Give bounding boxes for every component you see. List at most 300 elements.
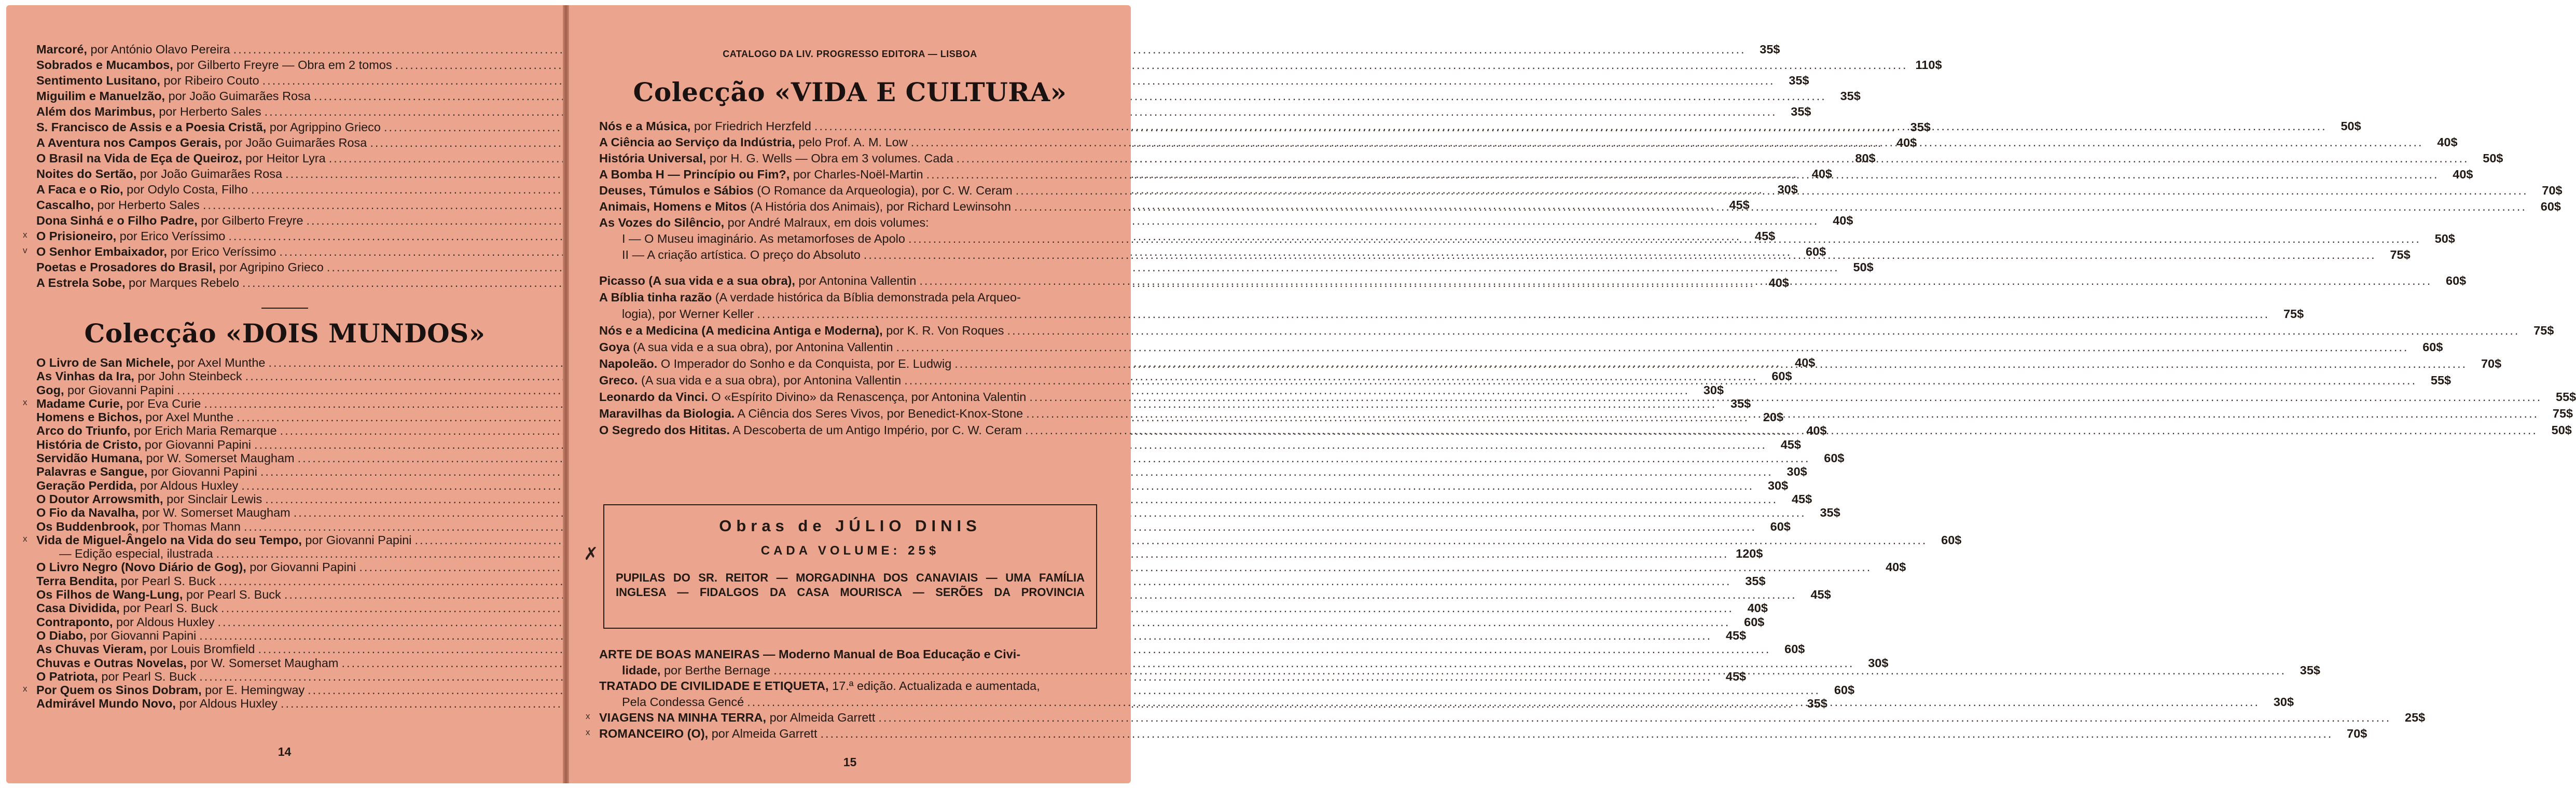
- entry-price: 45$: [1725, 669, 1747, 683]
- entry-author: por Friedrich Herzfeld: [690, 119, 811, 133]
- dot-leader: [904, 372, 2417, 389]
- entry-author: por Giovanni Papini: [246, 560, 356, 574]
- entry-author: por Marques Rebelo: [125, 276, 239, 289]
- entry-author: por Giovanni Papini: [86, 628, 197, 642]
- entry-price: 75$: [2552, 407, 2573, 420]
- entry-price: 40$: [1811, 167, 1832, 181]
- dot-leader: [820, 726, 2333, 742]
- entry-price: 40$: [1896, 136, 1917, 149]
- dot-leader: [864, 247, 2376, 263]
- entry-title: Terra Bendita,: [36, 574, 118, 588]
- entry-title: O Doutor Arrowsmith,: [36, 492, 163, 506]
- entry-price: 40$: [1747, 601, 1768, 615]
- entry-text: [36, 574, 216, 588]
- entry-author: por Almeida Garrett: [708, 726, 818, 740]
- entry-title: Miguilim e Manuelzão,: [36, 89, 165, 103]
- entry-title: A Ciência ao Serviço da Indústria,: [599, 135, 795, 149]
- entry-title: Os Buddenbrook,: [36, 519, 139, 533]
- entry-text: [36, 104, 261, 119]
- entry-text: [36, 629, 196, 642]
- entry-text: [599, 231, 905, 247]
- entry-title: Geração Perdida,: [36, 478, 137, 492]
- entry-price: 70$: [2347, 726, 2367, 740]
- entry-price: 45$: [1791, 492, 1812, 506]
- entry-price: 35$: [1791, 105, 1811, 118]
- entry-price: 30$: [1767, 478, 1789, 492]
- dot-leader: [878, 710, 2391, 726]
- entry-price: 30$: [1786, 465, 1807, 479]
- entry-title: Chuvas e Outras Novelas,: [36, 656, 187, 670]
- entry-title: Vida de Miguel-Ângelo na Vida do seu Tempo,: [36, 533, 302, 547]
- entry-price: 40$: [1886, 560, 1906, 574]
- entry-text: [599, 272, 916, 289]
- entry-price: 40$: [1833, 214, 1853, 227]
- entry-text: [36, 506, 290, 519]
- entry-author: por Pearl S. Buck: [117, 574, 216, 588]
- entry-title: Napoleão.: [599, 357, 658, 370]
- dot-leader: [926, 167, 2439, 183]
- entry-author: logia), por Werner Keller: [622, 307, 754, 321]
- entry-price: 70$: [2542, 184, 2563, 197]
- entry-author: por Aldous Huxley: [113, 615, 215, 629]
- entry-text: [599, 372, 901, 389]
- entry-author: por Aldous Huxley: [175, 697, 278, 711]
- entry-title: Cascalho,: [36, 198, 94, 212]
- catalog-entry: [599, 215, 1097, 231]
- entry-title: Deuses, Túmulos e Sábios: [599, 184, 754, 197]
- entry-author: por André Malraux, em dois volumes:: [724, 216, 929, 229]
- entry-text: [36, 697, 278, 710]
- entry-author: por K. R. Von Roques: [882, 324, 1004, 337]
- box-titles-line-2: INGLESA — FIDALGOS DA CASA MOURISCA — SERÕES DA PROVINCIA: [616, 586, 1085, 599]
- entry-author: (A História dos Animais), por Richard Lewinsohn: [746, 200, 1012, 213]
- catalog-entry: [36, 601, 1768, 615]
- entry-author: por Giovanni Papini: [147, 465, 257, 479]
- handwritten-tick-mark: v: [23, 245, 27, 255]
- entry-text: [599, 167, 923, 183]
- entry-text: [36, 424, 277, 437]
- dot-leader: [814, 118, 2327, 134]
- entry-author: I — O Museu imaginário. As metamorfoses de Apolo: [622, 232, 905, 245]
- entry-title: História de Cristo,: [36, 437, 142, 451]
- entry-author: por W. Somerset Maugham: [143, 451, 295, 465]
- entry-title: Palavras e Sangue,: [36, 465, 148, 479]
- entry-author: por Louis Bromfield: [146, 642, 255, 656]
- entry-title: Arco do Triunfo,: [36, 424, 131, 438]
- entry-title: O Senhor Embaixador,: [36, 245, 168, 258]
- entry-text: [599, 646, 1020, 662]
- entry-author: Pela Condessa Gencé: [622, 695, 744, 709]
- entry-title: História Universal,: [599, 151, 707, 165]
- entry-title: O Prisioneiro,: [36, 229, 117, 243]
- entry-text: [599, 710, 875, 726]
- dot-leader: [957, 150, 2469, 167]
- entry-author: por Heitor Lyra: [242, 151, 326, 165]
- entry-author: por Ribeiro Couto: [160, 74, 259, 87]
- book-spine: [563, 5, 569, 783]
- entry-author: por Gilberto Freyre: [197, 214, 303, 227]
- entry-text: [36, 642, 255, 656]
- entry-author: por Thomas Mann: [139, 519, 241, 533]
- entry-price: 120$: [1736, 547, 1763, 561]
- entry-title: Homens e Bichos,: [36, 410, 142, 424]
- entry-price: 35$: [1730, 396, 1751, 410]
- entry-text: [599, 726, 817, 742]
- entry-text: [599, 150, 953, 167]
- entry-author: por Berthe Bernage: [660, 663, 771, 677]
- entry-price: 45$: [1725, 628, 1747, 642]
- entry-author: (A sua vida e a sua obra), por Antonina Vallentin: [629, 340, 893, 354]
- entry-title: Marcoré,: [36, 43, 87, 56]
- dot-leader: [954, 355, 2467, 372]
- entry-title: O Brasil na Vida de Eça de Queiroz,: [36, 151, 242, 165]
- entry-author: por W. Somerset Maugham: [186, 656, 339, 670]
- entry-price: 35$: [1745, 574, 1766, 588]
- entry-price: 60$: [1771, 369, 1792, 383]
- entry-price: 60$: [1784, 642, 1805, 656]
- entry-price: 60$: [1941, 533, 1962, 547]
- entry-author: por Giovanni Papini: [301, 533, 412, 547]
- entry-text: [36, 601, 218, 615]
- entry-author: por Herberto Sales: [155, 105, 261, 118]
- entry-author: por Gilberto Freyre — Obra em 2 tomos: [173, 58, 392, 72]
- entry-price: 25$: [2405, 711, 2426, 724]
- catalog-entry: [36, 492, 1812, 506]
- entry-title: Sentimento Lusitano,: [36, 74, 160, 87]
- entry-price: 30$: [1868, 656, 1889, 670]
- entry-author: A Descoberta de um Antigo Império, por C. W. Ceram: [730, 423, 1022, 437]
- entry-price: 45$: [1755, 229, 1776, 243]
- entry-price: 40$: [2437, 135, 2458, 149]
- entry-text: [36, 57, 392, 73]
- entry-title: Poetas e Prosadores do Brasil,: [36, 260, 216, 274]
- entry-author: por Pearl S. Buck: [98, 669, 197, 683]
- handwritten-x-mark: ✗: [584, 544, 599, 564]
- catalog-entry: [599, 289, 1097, 306]
- entry-title: Animais, Homens e Mitos: [599, 200, 747, 213]
- entry-author: por Erich Maria Remarque: [130, 424, 277, 438]
- entry-text: [599, 405, 1023, 422]
- entry-text: [599, 678, 1040, 694]
- entry-price: 35$: [1789, 74, 1809, 87]
- entry-price: 35$: [2300, 663, 2320, 677]
- dot-leader: [908, 231, 2421, 247]
- entry-title: A Bomba H — Princípio ou Fim?,: [599, 168, 790, 181]
- entry-title: O Patriota,: [36, 669, 98, 683]
- entry-text: [599, 118, 811, 134]
- entry-text: [36, 369, 242, 383]
- entry-price: 20$: [1763, 410, 1783, 424]
- entry-author: por João Guimarães Rosa: [221, 136, 367, 149]
- entry-text: [36, 683, 304, 697]
- entry-text: [36, 656, 339, 670]
- entry-title: Admirável Mundo Novo,: [36, 697, 176, 711]
- entry-price: 30$: [1703, 383, 1724, 397]
- entry-price: 35$: [1760, 43, 1780, 56]
- publisher-header: CATALOGO DA LIV. PROGRESSO EDITORA — LISBOA: [723, 49, 977, 59]
- entry-price: 110$: [1915, 58, 1942, 72]
- entry-text: [36, 670, 196, 683]
- dot-leader: [747, 694, 2260, 710]
- entry-price: 60$: [1824, 451, 1845, 465]
- entry-text: [36, 588, 281, 601]
- entry-author: por John Steinbeck: [134, 369, 242, 383]
- catalog-entry: [599, 134, 2458, 150]
- catalog-entry: [36, 451, 1845, 465]
- entry-author: por Pearl S. Buck: [183, 588, 281, 602]
- catalog-entry: [36, 478, 1789, 492]
- entry-title: A Faca e o Rio,: [36, 183, 123, 196]
- entry-author: (A sua vida e a sua obra), por Antonina Vallentin: [638, 374, 902, 387]
- dot-leader: [919, 272, 2432, 289]
- entry-text: [36, 42, 230, 57]
- catalog-entry: [36, 259, 1874, 275]
- dot-leader: [773, 662, 2286, 679]
- entry-author: pelo Prof. A. M. Low: [795, 135, 908, 149]
- entry-title: Noites do Sertão,: [36, 167, 137, 181]
- page-number: 15: [843, 755, 857, 769]
- catalog-entry: [36, 437, 1801, 451]
- dot-leader: [1026, 405, 2539, 422]
- entry-title: Além dos Marimbus,: [36, 105, 156, 118]
- entry-text: [599, 389, 1026, 405]
- entry-text: [36, 520, 241, 533]
- dot-leader: [1016, 183, 2528, 199]
- entry-text: [599, 355, 951, 372]
- catalog-entry: [586, 726, 2367, 742]
- entry-price: 60$: [1770, 519, 1791, 533]
- entry-author: por Pearl S. Buck: [119, 601, 218, 615]
- handwritten-tick-mark: x: [23, 230, 27, 240]
- entry-price: 50$: [2551, 423, 2572, 437]
- entry-author: II — A criação artística. O preço do Absoluto: [622, 248, 861, 261]
- entry-title: A Bíblia tinha razão: [599, 291, 712, 304]
- entry-text: [599, 339, 893, 355]
- entry-text: [36, 397, 201, 410]
- entry-price: 35$: [1910, 120, 1931, 134]
- entry-text: [36, 197, 200, 213]
- entry-title: A Aventura nos Campos Gerais,: [36, 136, 221, 149]
- entry-author: por Charles-Noël-Martin: [790, 168, 923, 181]
- catalog-entry: [36, 104, 1811, 119]
- catalog-entry: [36, 73, 1809, 88]
- entry-title: As Chuvas Vieram,: [36, 642, 147, 656]
- entry-price: 35$: [1840, 89, 1861, 103]
- entry-author: por Odylo Costa, Filho: [123, 183, 248, 196]
- box-subtitle: CADA VOLUME: 25$: [760, 544, 940, 558]
- entry-text: [36, 135, 367, 150]
- dot-leader: [911, 134, 2423, 150]
- entry-title: ROMANCEIRO (O),: [599, 726, 709, 740]
- entry-text: [36, 547, 213, 560]
- entry-text: [599, 662, 770, 679]
- entry-text: [36, 88, 311, 104]
- entry-text: [599, 247, 861, 263]
- entry-title: VIAGENS NA MINHA TERRA,: [599, 711, 767, 724]
- entry-author: por Sinclair Lewis: [163, 492, 262, 506]
- entry-price: 50$: [2483, 151, 2503, 165]
- entry-author: por H. G. Wells — Obra em 3 volumes. Cada: [706, 151, 953, 165]
- entry-author: por W. Somerset Maugham: [139, 506, 290, 520]
- entry-title: ARTE DE BOAS MANEIRAS — Moderno Manual de Boa Educação e Civi-: [599, 647, 1021, 661]
- entry-title: lidade,: [622, 663, 661, 677]
- entry-price: 45$: [1810, 588, 1831, 602]
- entry-text: [36, 166, 282, 182]
- entry-author: por E. Hemingway: [201, 683, 305, 697]
- dot-leader: [1007, 322, 2520, 339]
- entry-price: 40$: [1806, 424, 1827, 438]
- catalog-entry: [36, 465, 1807, 479]
- entry-text: [36, 410, 233, 424]
- entry-author: O «Espírito Divino» da Renascença, por Antonina Valentin: [708, 390, 1027, 404]
- entry-author: — Edição especial, ilustrada: [59, 547, 213, 561]
- entry-text: [36, 213, 303, 228]
- entry-price: 60$: [2422, 340, 2443, 354]
- entry-author: por Aldous Huxley: [136, 478, 239, 492]
- entry-price: 75$: [2283, 307, 2304, 321]
- entry-text: [599, 183, 1013, 199]
- catalog-entry: [36, 57, 1942, 73]
- entry-author: por Almeida Garrett: [766, 711, 876, 724]
- entry-text: [36, 182, 248, 197]
- entry-price: 60$: [1744, 615, 1765, 629]
- entry-author: por Axel Munthe: [142, 410, 234, 424]
- entry-price: 30$: [1777, 183, 1798, 196]
- entry-title: Dona Sinhá e o Filho Padre,: [36, 214, 198, 227]
- entry-price: 60$: [2446, 274, 2467, 287]
- dot-leader: [757, 306, 2269, 322]
- entry-title: O Diabo,: [36, 628, 87, 642]
- section-divider: [261, 308, 308, 309]
- entry-title: Os Filhos de Wang-Lung,: [36, 588, 183, 602]
- catalog-entry: [36, 560, 1906, 574]
- entry-text: [36, 492, 262, 506]
- dot-leader: [1029, 389, 2542, 405]
- catalog-entry: [23, 533, 1962, 547]
- entry-text: [36, 465, 257, 478]
- entry-text: [36, 150, 326, 166]
- catalog-entry: [599, 306, 2304, 322]
- entry-text: [36, 533, 412, 547]
- entry-title: As Vinhas da Ira,: [36, 369, 134, 383]
- catalog-entry: [36, 506, 1840, 520]
- entry-text: [36, 560, 356, 574]
- entry-text: [36, 259, 324, 275]
- entry-title: Greco.: [599, 374, 638, 387]
- entry-text: [36, 356, 265, 369]
- entry-price: 45$: [1729, 198, 1750, 212]
- entry-price: 40$: [1768, 276, 1789, 289]
- entry-author: por Giovanni Papini: [64, 383, 174, 397]
- entry-text: [599, 322, 1004, 339]
- entry-price: 80$: [1855, 151, 1876, 165]
- entry-author: por João Guimarães Rosa: [165, 89, 311, 103]
- entry-title: Goya: [599, 340, 630, 354]
- dot-leader: [896, 339, 2409, 355]
- entry-price: 35$: [1807, 697, 1827, 711]
- entry-author: por Herberto Sales: [94, 198, 200, 212]
- entry-text: [36, 615, 214, 629]
- entry-author: por Antonina Vallentin: [795, 274, 917, 287]
- dot-leader: [1014, 199, 2527, 215]
- handwritten-tick-mark: x: [23, 684, 27, 694]
- handwritten-tick-mark: x: [23, 533, 27, 544]
- page-number: 14: [278, 745, 292, 758]
- entry-author: por Eva Curie: [123, 396, 201, 410]
- catalog-entry: [599, 322, 2554, 339]
- entry-title: O Fio da Navalha,: [36, 506, 139, 520]
- catalog-entry: [599, 339, 2443, 355]
- entry-text: [36, 119, 381, 135]
- box-title: Obras de JÚLIO DINIS: [719, 517, 981, 535]
- handwritten-tick-mark: x: [586, 727, 590, 737]
- entry-title: Maravilhas da Biologia.: [599, 407, 735, 420]
- section-title-dois-mundos: Colecção «DOIS MUNDOS»: [84, 318, 486, 349]
- entry-title: Leonardo da Vinci.: [599, 390, 708, 404]
- entry-price: 50$: [1853, 260, 1874, 274]
- catalog-entry: [36, 628, 1747, 642]
- entry-price: 75$: [2533, 324, 2554, 337]
- entry-author: (A verdade histórica da Bíblia demonstrada pela Arqueo-: [712, 291, 1021, 304]
- entry-title: Casa Dividida,: [36, 601, 120, 615]
- entry-price: 60$: [2540, 200, 2561, 213]
- dot-leader: [1025, 422, 2538, 438]
- entry-author: por Axel Munthe: [174, 356, 266, 369]
- entry-title: TRATADO DE CIVILIDADE E ETIQUETA,: [599, 679, 829, 693]
- entry-text: [36, 228, 225, 244]
- entry-price: 60$: [1805, 245, 1826, 258]
- entry-price: 40$: [1795, 356, 1816, 369]
- entry-price: 30$: [2273, 695, 2294, 709]
- entry-author: por Giovanni Papini: [141, 437, 252, 451]
- entry-author: por Erico Veríssimo: [116, 229, 226, 243]
- section-title-vida-e-cultura: Colecção «VIDA E CULTURA»: [633, 77, 1067, 107]
- box-titles-line-1: PUPILAS DO SR. REITOR — MORGADINHA DOS CANAVIAIS — UMA FAMÍLIA: [616, 571, 1085, 584]
- entry-text: [599, 694, 744, 710]
- entry-title: O Segredo dos Hititas.: [599, 423, 730, 437]
- entry-text: [599, 422, 1022, 438]
- entry-title: Madame Curie,: [36, 396, 123, 410]
- entry-text: [36, 451, 295, 465]
- entry-text: [599, 199, 1011, 215]
- entry-text: [36, 275, 239, 291]
- entry-author: A Ciência dos Seres Vivos, por Benedict-Knox-Stone: [735, 407, 1023, 420]
- entry-text: [36, 73, 259, 88]
- entry-text: [36, 383, 174, 397]
- catalog-entry: [586, 710, 2426, 726]
- entry-price: 35$: [1820, 506, 1840, 520]
- entry-author: O Imperador do Sonho e da Conquista, por E. Ludwig: [657, 357, 952, 370]
- entry-text: [599, 289, 1021, 306]
- entry-author: por João Guimarães Rosa: [136, 167, 283, 181]
- entry-price: 50$: [2340, 119, 2361, 133]
- catalog-entry: [599, 678, 1097, 694]
- entry-title: Contraponto,: [36, 615, 113, 629]
- entry-title: S. Francisco de Assis e a Poesia Cristã,: [36, 120, 267, 134]
- entry-title: Por Quem os Sinos Dobram,: [36, 683, 202, 697]
- entry-title: Servidão Humana,: [36, 451, 143, 465]
- entry-title: A Estrela Sobe,: [36, 276, 126, 289]
- entry-author: por Erico Veríssimo: [167, 245, 276, 258]
- entry-title: As Vozes do Silêncio,: [599, 216, 725, 229]
- entry-title: O Livro Negro (Novo Diário de Gog),: [36, 560, 246, 574]
- entry-author: por Agrippino Grieco: [266, 120, 381, 134]
- entry-text: [599, 306, 754, 322]
- entry-title: O Livro de San Michele,: [36, 356, 174, 369]
- entry-text: [599, 215, 929, 231]
- entry-title: Picasso (A sua vida e a sua obra),: [599, 274, 795, 287]
- catalog-entry: [36, 615, 1765, 629]
